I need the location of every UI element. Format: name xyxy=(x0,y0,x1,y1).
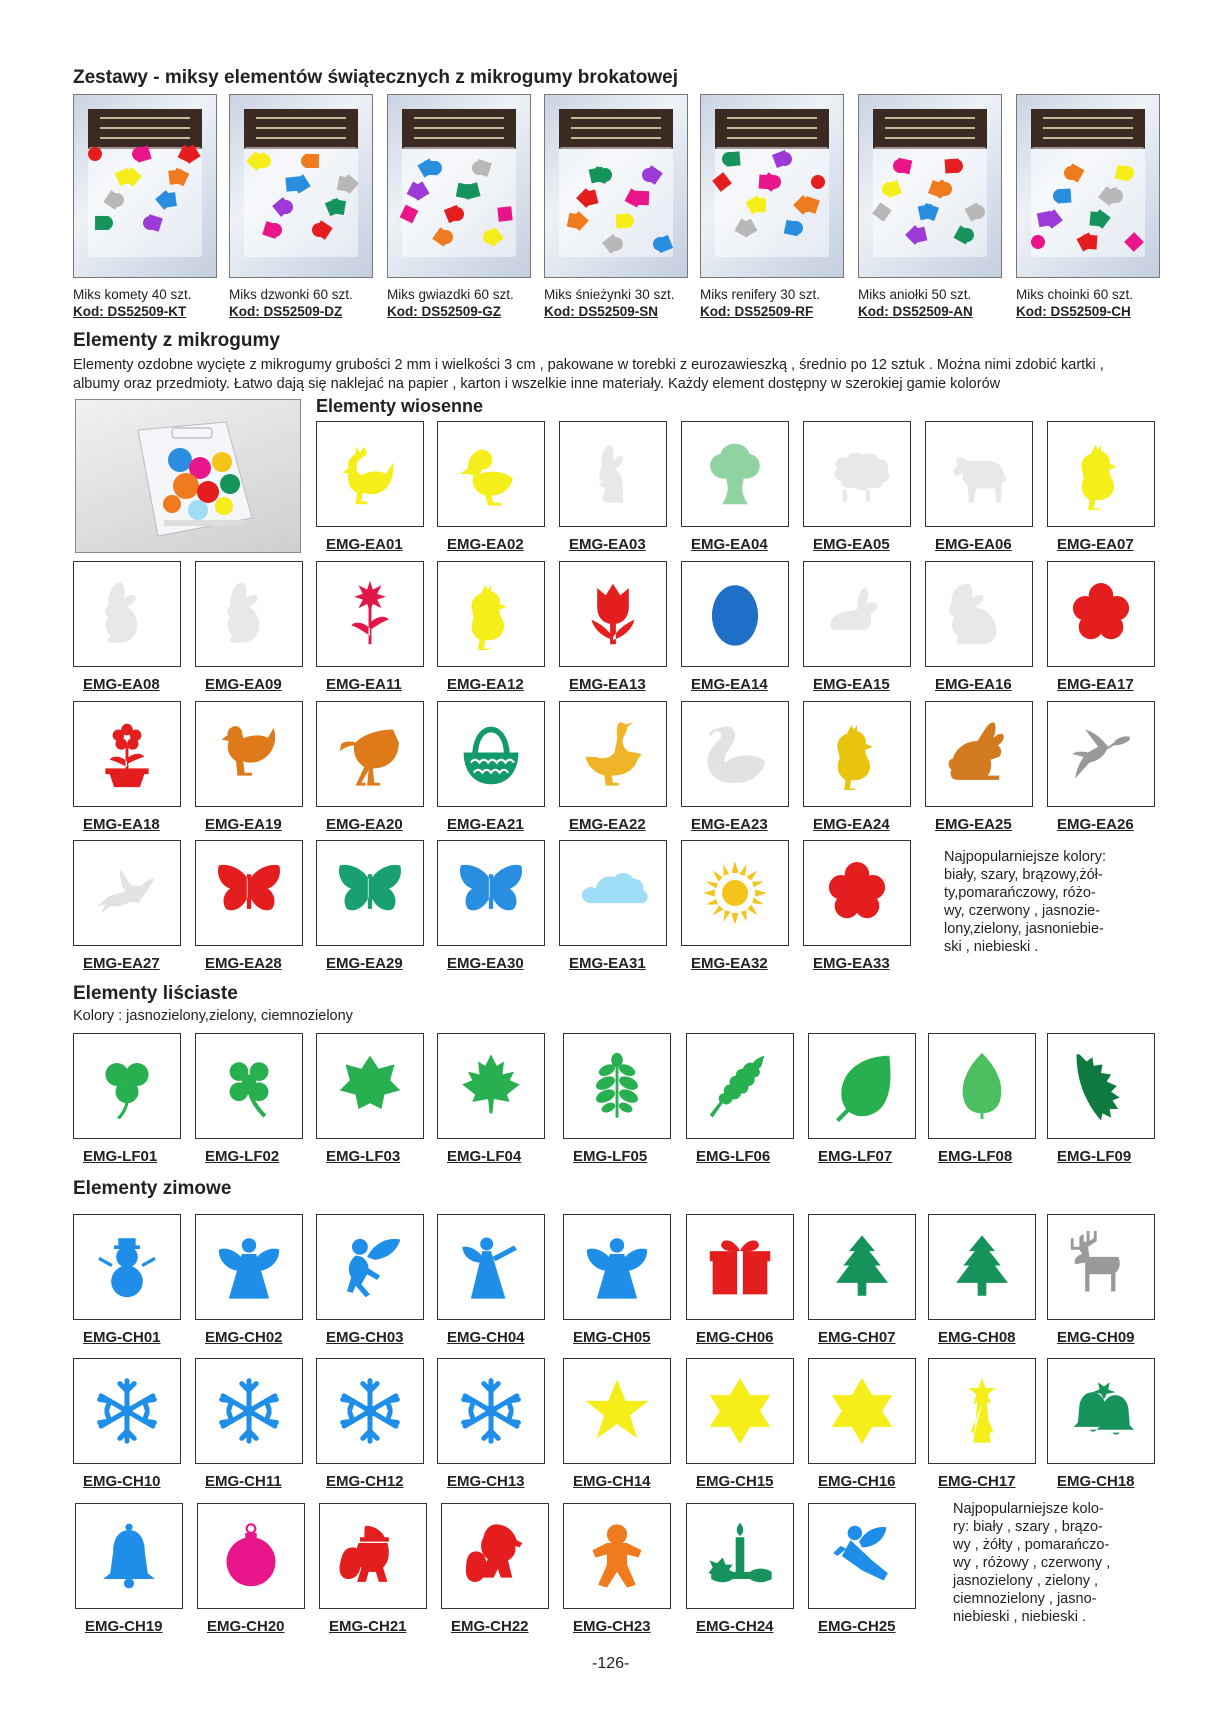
product-code: EMG-LF07 xyxy=(818,1148,893,1165)
set-name: Miks dzwonki 60 szt. xyxy=(229,287,353,302)
product-tile xyxy=(316,840,424,946)
basket-icon xyxy=(455,718,527,790)
product-code: EMG-EA27 xyxy=(83,955,160,972)
product-tile xyxy=(316,561,424,667)
product-tile xyxy=(316,1033,424,1139)
sun-icon xyxy=(699,857,771,929)
set-package xyxy=(229,94,373,319)
product-code: EMG-CH21 xyxy=(329,1618,407,1635)
confetti-shape xyxy=(872,202,892,222)
flower-stem-icon xyxy=(334,578,406,650)
set-code: Kod: DS52509-KT xyxy=(73,304,187,319)
product-code: EMG-EA19 xyxy=(205,816,282,833)
product-tile xyxy=(925,421,1033,527)
flower-icon xyxy=(1065,578,1137,650)
clover-icon xyxy=(213,1050,285,1122)
product-tile xyxy=(928,1033,1036,1139)
product-code: EMG-EA22 xyxy=(569,816,646,833)
bauble-icon xyxy=(215,1520,287,1592)
package-label xyxy=(559,109,673,149)
santa-icon xyxy=(459,1520,531,1592)
note-line: niebieski , niebieski . xyxy=(953,1609,1086,1625)
swan-icon xyxy=(699,718,771,790)
comet-star-icon xyxy=(946,1375,1018,1447)
holly-leaf-icon xyxy=(1065,1050,1137,1122)
product-code: EMG-CH09 xyxy=(1057,1329,1135,1346)
section-title-leaves: Elementy liściaste xyxy=(73,983,238,1004)
product-tile xyxy=(808,1358,916,1464)
product-tile xyxy=(1047,1214,1155,1320)
product-tile xyxy=(1047,421,1155,527)
rabbit-standing-icon xyxy=(577,438,649,510)
package-contents-photo xyxy=(1031,147,1145,257)
product-tile xyxy=(195,561,303,667)
section-title-winter: Elementy zimowe xyxy=(73,1178,232,1199)
set-package xyxy=(858,94,1002,319)
product-code: EMG-EA33 xyxy=(813,955,890,972)
product-code: EMG-EA13 xyxy=(569,676,646,693)
product-code: EMG-EA18 xyxy=(83,816,160,833)
package-label xyxy=(402,109,516,149)
product-tile xyxy=(686,1033,794,1139)
product-tile xyxy=(928,1358,1036,1464)
product-code: EMG-LF04 xyxy=(447,1148,522,1165)
product-tile xyxy=(559,561,667,667)
product-tile xyxy=(437,1358,545,1464)
product-code: EMG-CH07 xyxy=(818,1329,896,1346)
product-tile xyxy=(925,561,1033,667)
hen-pecking-icon xyxy=(334,718,406,790)
confetti-shape xyxy=(784,220,801,237)
product-tile xyxy=(559,701,667,807)
leaves-colors: Kolory : jasnozielony,zielony, ciemnozielony xyxy=(73,1008,353,1024)
product-code: EMG-EA24 xyxy=(813,816,890,833)
confetti-shape xyxy=(1030,234,1047,251)
set-name: Miks renifery 30 szt. xyxy=(700,287,821,302)
product-code: EMG-CH11 xyxy=(205,1473,282,1490)
product-code: EMG-CH15 xyxy=(696,1473,774,1490)
product-code: EMG-EA30 xyxy=(447,955,524,972)
product-code: EMG-CH06 xyxy=(696,1329,774,1346)
santa-sack-icon xyxy=(337,1520,409,1592)
angel-icon xyxy=(581,1231,653,1303)
confetti-shape xyxy=(567,213,583,229)
star-icon xyxy=(581,1375,653,1447)
product-tile xyxy=(559,840,667,946)
product-code: EMG-EA16 xyxy=(935,676,1012,693)
product-code: EMG-CH08 xyxy=(938,1329,1016,1346)
angel-icon xyxy=(213,1231,285,1303)
note-line: ski , niebieski . xyxy=(944,939,1039,955)
christmas-tree-icon xyxy=(826,1231,898,1303)
bunny-icon xyxy=(91,578,163,650)
fern-leaf-icon xyxy=(581,1050,653,1122)
product-code: EMG-EA08 xyxy=(83,676,160,693)
micro-description-line2: albumy oraz przedmioty. Łatwo dają się naklejać na papier , karton i wszelkie inne materiały. Każdy element dostępny w szerokiej gamie kolorów xyxy=(73,376,1001,392)
serrated-leaf-icon xyxy=(826,1050,898,1122)
product-tile xyxy=(73,840,181,946)
product-tile xyxy=(437,421,545,527)
confetti-shape xyxy=(809,173,827,191)
product-code: EMG-EA05 xyxy=(813,536,890,553)
product-tile xyxy=(195,1033,303,1139)
confetti-shape xyxy=(945,159,960,174)
note-line: wy, czerwony , jasnozie- xyxy=(944,903,1101,919)
six-point-star-icon xyxy=(704,1375,776,1447)
set-code: Kod: DS52509-SN xyxy=(544,304,659,319)
package-label xyxy=(873,109,987,149)
product-code: EMG-EA12 xyxy=(447,676,524,693)
confetti-shape xyxy=(918,204,935,221)
note-line: ciemnozielony , jasno- xyxy=(953,1591,1097,1607)
goose-icon xyxy=(577,718,649,790)
gift-icon xyxy=(704,1231,776,1303)
confetti-shape xyxy=(1124,232,1144,252)
confetti-shape xyxy=(497,206,512,221)
shamrock-icon xyxy=(91,1050,163,1122)
six-point-star-icon xyxy=(826,1375,898,1447)
product-code: EMG-EA09 xyxy=(205,676,282,693)
rabbit-lying-icon xyxy=(821,578,893,650)
set-code: Kod: DS52509-RF xyxy=(700,304,814,319)
snowflake-icon xyxy=(213,1375,285,1447)
package-contents-photo xyxy=(244,147,358,257)
product-tile xyxy=(803,701,911,807)
product-code: EMG-EA32 xyxy=(691,955,768,972)
package-label xyxy=(88,109,202,149)
product-tile xyxy=(808,1033,916,1139)
product-tile xyxy=(316,1214,424,1320)
bell-icon xyxy=(93,1520,165,1592)
winter-colors-note xyxy=(953,1500,1110,1626)
package-label xyxy=(715,109,829,149)
flying-goose-icon xyxy=(1065,718,1137,790)
product-tile xyxy=(197,1503,305,1609)
product-tile xyxy=(808,1214,916,1320)
set-name: Miks aniołki 50 szt. xyxy=(858,287,972,302)
product-code: EMG-LF09 xyxy=(1057,1148,1132,1165)
snowflake-icon xyxy=(91,1375,163,1447)
package-contents-photo xyxy=(559,147,673,257)
potted-flower-icon xyxy=(91,718,163,790)
candle-icon xyxy=(704,1520,776,1592)
product-code: EMG-EA17 xyxy=(1057,676,1134,693)
product-code: EMG-EA15 xyxy=(813,676,890,693)
hare-icon xyxy=(943,718,1015,790)
product-code: EMG-CH16 xyxy=(818,1473,896,1490)
tulip-icon xyxy=(577,578,649,650)
package-label xyxy=(1031,109,1145,149)
package-contents-photo xyxy=(88,147,202,257)
set-code: Kod: DS52509-DZ xyxy=(229,304,343,319)
product-tile xyxy=(73,1214,181,1320)
dove-icon xyxy=(91,857,163,929)
product-code: EMG-EA02 xyxy=(447,536,524,553)
confetti-shape xyxy=(95,216,109,230)
snowflake-icon xyxy=(334,1375,406,1447)
oak-leaf-icon xyxy=(704,1050,776,1122)
lamb-icon xyxy=(943,438,1015,510)
bunny-icon xyxy=(213,578,285,650)
tree-icon xyxy=(699,438,771,510)
product-code: EMG-EA25 xyxy=(935,816,1012,833)
product-code: EMG-CH04 xyxy=(447,1329,525,1346)
product-code: EMG-LF01 xyxy=(83,1148,158,1165)
package-contents-photo xyxy=(402,147,516,257)
product-code: EMG-EA29 xyxy=(326,955,403,972)
note-line: jasnozielony , zielony , xyxy=(953,1573,1099,1589)
product-tile xyxy=(73,701,181,807)
set-code: Kod: DS52509-GZ xyxy=(387,304,502,319)
snowman-icon xyxy=(91,1231,163,1303)
product-code: EMG-EA04 xyxy=(691,536,768,553)
product-tile xyxy=(803,421,911,527)
product-tile xyxy=(75,1503,183,1609)
set-package xyxy=(700,94,844,319)
product-code: EMG-CH19 xyxy=(85,1618,163,1635)
product-tile xyxy=(803,840,911,946)
product-tile xyxy=(437,1033,545,1139)
product-tile xyxy=(73,1358,181,1464)
product-tile xyxy=(437,1214,545,1320)
confetti-shape xyxy=(400,205,419,224)
product-tile xyxy=(686,1503,794,1609)
package-contents-photo xyxy=(873,147,987,257)
set-package xyxy=(544,94,688,319)
product-tile xyxy=(195,1214,303,1320)
note-line: Najpopularniejsze kolory: xyxy=(944,849,1106,865)
rabbit-sitting-icon xyxy=(943,578,1015,650)
set-code: Kod: DS52509-CH xyxy=(1016,304,1131,319)
butterfly-icon xyxy=(455,857,527,929)
gingerbread-man-icon xyxy=(581,1520,653,1592)
package-label xyxy=(244,109,358,149)
cloud-icon xyxy=(577,857,649,929)
note-line: lony,zielony, jasnoniebie- xyxy=(944,921,1104,937)
product-tile xyxy=(73,561,181,667)
product-code: EMG-CH02 xyxy=(205,1329,283,1346)
hen-icon xyxy=(213,718,285,790)
product-tile xyxy=(681,701,789,807)
product-code: EMG-EA21 xyxy=(447,816,524,833)
product-tile xyxy=(195,1358,303,1464)
product-tile xyxy=(1047,1033,1155,1139)
cherub-icon xyxy=(334,1231,406,1303)
product-code: EMG-EA03 xyxy=(569,536,646,553)
product-tile xyxy=(681,421,789,527)
ivy-leaf-icon xyxy=(334,1050,406,1122)
product-code: EMG-EA31 xyxy=(569,955,646,972)
product-tile xyxy=(559,421,667,527)
leaf-icon xyxy=(946,1050,1018,1122)
product-code: EMG-LF08 xyxy=(938,1148,1013,1165)
product-tile xyxy=(316,421,424,527)
chick-icon xyxy=(455,578,527,650)
product-code: EMG-CH03 xyxy=(326,1329,404,1346)
product-tile xyxy=(195,701,303,807)
set-package xyxy=(73,94,217,319)
product-code: EMG-CH01 xyxy=(83,1329,161,1346)
set-name: Miks gwiazdki 60 szt. xyxy=(387,287,514,302)
product-tile xyxy=(1047,701,1155,807)
product-code: EMG-CH13 xyxy=(447,1473,525,1490)
product-code: EMG-EA11 xyxy=(326,676,402,693)
set-package xyxy=(1016,94,1160,319)
confetti-shape xyxy=(285,176,300,191)
note-line: ry: biały , szary , brązo- xyxy=(953,1519,1103,1535)
butterfly-icon xyxy=(213,857,285,929)
product-tile xyxy=(441,1503,549,1609)
egg-icon xyxy=(699,578,771,650)
product-code: EMG-CH10 xyxy=(83,1473,161,1490)
sheep-icon xyxy=(821,438,893,510)
spring-colors-note xyxy=(944,848,1106,956)
product-code: EMG-EA01 xyxy=(326,536,403,553)
product-code: EMG-EA20 xyxy=(326,816,403,833)
confetti-shape xyxy=(615,213,630,228)
product-code: EMG-CH17 xyxy=(938,1473,1016,1490)
product-tile xyxy=(928,1214,1036,1320)
product-code: EMG-CH22 xyxy=(451,1618,529,1635)
product-tile xyxy=(73,1033,181,1139)
product-tile xyxy=(1047,1358,1155,1464)
note-line: ty,pomarańczowy, różo- xyxy=(944,885,1096,901)
duckling-icon xyxy=(455,438,527,510)
product-tile xyxy=(437,561,545,667)
angel-trumpet-icon xyxy=(455,1231,527,1303)
product-bag-photo xyxy=(75,399,301,553)
christmas-tree-icon xyxy=(946,1231,1018,1303)
maple-leaf-icon xyxy=(455,1050,527,1122)
package-contents-photo xyxy=(715,147,829,257)
confetti-shape xyxy=(456,183,472,199)
note-line: biały, szary, brązowy,żół- xyxy=(944,867,1103,883)
product-code: EMG-LF05 xyxy=(573,1148,648,1165)
product-tile xyxy=(319,1503,427,1609)
set-name: Miks choinki 60 szt. xyxy=(1016,287,1134,302)
product-tile xyxy=(316,1358,424,1464)
product-code: EMG-LF03 xyxy=(326,1148,401,1165)
butterfly-icon xyxy=(334,857,406,929)
product-code: EMG-CH23 xyxy=(573,1618,651,1635)
section-title-sets: Zestawy - miksy elementów świątecznych z mikrogumy brokatowej xyxy=(73,67,679,88)
product-tile xyxy=(686,1358,794,1464)
confetti-shape xyxy=(168,169,184,185)
flying-angel-icon xyxy=(826,1520,898,1592)
product-tile xyxy=(563,1503,671,1609)
page-number: -126- xyxy=(592,1655,630,1672)
product-tile xyxy=(803,561,911,667)
chick-icon xyxy=(1065,438,1137,510)
product-code: EMG-CH12 xyxy=(326,1473,404,1490)
micro-description-line1: Elementy ozdobne wycięte z mikrogumy grubości 2 mm i wielkości 3 cm , pakowane w torebki z eurozawieszką , średnio po 12 sztuk . Można nimi zdobić kartki , xyxy=(73,357,1104,373)
product-tile xyxy=(437,701,545,807)
product-tile xyxy=(1047,561,1155,667)
product-code: EMG-CH24 xyxy=(696,1618,774,1635)
product-code: EMG-CH14 xyxy=(573,1473,651,1490)
note-line: Najpopularniejsze kolo- xyxy=(953,1501,1104,1517)
product-code: EMG-CH05 xyxy=(573,1329,651,1346)
set-name: Miks śnieżynki 30 szt. xyxy=(544,287,675,302)
set-code: Kod: DS52509-AN xyxy=(858,304,973,319)
product-tile xyxy=(563,1033,671,1139)
product-tile xyxy=(681,561,789,667)
product-code: EMG-EA14 xyxy=(691,676,768,693)
product-tile xyxy=(563,1214,671,1320)
snowflake-icon xyxy=(455,1375,527,1447)
product-tile xyxy=(563,1358,671,1464)
product-code: EMG-EA23 xyxy=(691,816,768,833)
confetti-shape xyxy=(337,176,353,192)
product-code: EMG-LF02 xyxy=(205,1148,280,1165)
product-tile xyxy=(686,1214,794,1320)
note-line: wy , różowy , czerwony , xyxy=(953,1555,1111,1571)
confetti-shape xyxy=(1089,211,1104,226)
confetti-shape xyxy=(88,147,102,161)
product-code: EMG-CH20 xyxy=(207,1618,285,1635)
section-title-spring: Elementy wiosenne xyxy=(316,396,484,416)
note-line: wy , żółty , pomarańczo- xyxy=(953,1537,1110,1553)
product-tile xyxy=(925,701,1033,807)
product-code: EMG-CH18 xyxy=(1057,1473,1135,1490)
product-code: EMG-CH25 xyxy=(818,1618,896,1635)
confetti-shape xyxy=(759,175,774,190)
product-tile xyxy=(195,840,303,946)
set-name: Miks komety 40 szt. xyxy=(73,287,192,302)
product-code: EMG-EA06 xyxy=(935,536,1012,553)
flower-icon xyxy=(821,857,893,929)
reindeer-icon xyxy=(1065,1231,1137,1303)
product-tile xyxy=(437,840,545,946)
confetti-shape xyxy=(712,172,732,192)
product-code: EMG-EA26 xyxy=(1057,816,1134,833)
product-code: EMG-EA07 xyxy=(1057,536,1134,553)
bells-icon xyxy=(1065,1375,1137,1447)
set-package xyxy=(387,94,531,319)
product-tile xyxy=(316,701,424,807)
confetti-shape xyxy=(1037,211,1053,227)
product-code: EMG-EA28 xyxy=(205,955,282,972)
rooster-icon xyxy=(334,438,406,510)
product-tile xyxy=(681,840,789,946)
section-title-micro: Elementy z mikrogumy xyxy=(73,330,280,351)
product-code: EMG-LF06 xyxy=(696,1148,771,1165)
chick-icon xyxy=(821,718,893,790)
product-tile xyxy=(808,1503,916,1609)
